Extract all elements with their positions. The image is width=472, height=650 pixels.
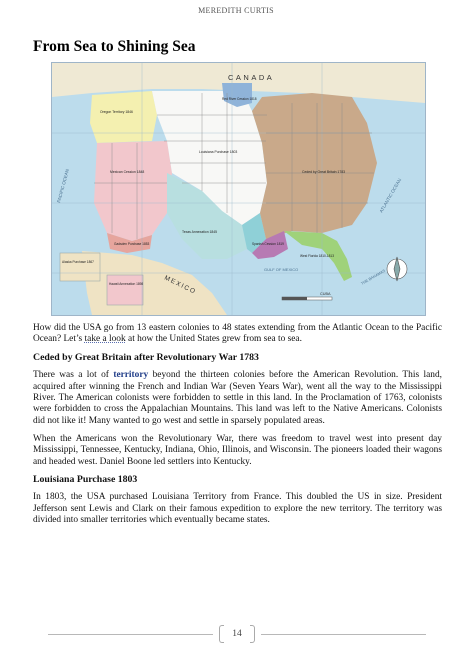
footer-rule-left bbox=[48, 634, 213, 635]
label-mexican-cession: Mexican Cession 1848 bbox=[110, 170, 145, 174]
territory-keyword: territory bbox=[113, 370, 149, 381]
footer-rule-right bbox=[261, 634, 426, 635]
label-pacific: PACIFIC OCEAN bbox=[56, 168, 70, 204]
article-body bbox=[33, 323, 442, 533]
territorial-growth-map bbox=[51, 62, 426, 316]
label-florida: West Florida 1810-1813 bbox=[300, 254, 334, 258]
right-bracket-icon bbox=[250, 625, 255, 643]
page-title: From Sea to Shining Sea bbox=[33, 38, 196, 55]
label-alaska: Alaska Purchase 1867 bbox=[62, 260, 94, 264]
label-gadsden: Gadsden Purchase 1853 bbox=[114, 242, 150, 246]
oregon-region bbox=[90, 91, 157, 143]
label-mexico: MEXICO bbox=[163, 274, 198, 296]
louisiana-paragraph: In 1803, the USA purchased Louisiana Territory from France. This doubled the US in size. President Jefferson sent Lewis and Clark on their famous expedition to explore the new territory. The territory was divided into smaller territories which eventually became states. bbox=[33, 492, 442, 526]
revolution-paragraph: When the Americans won the Revolutionary War, there was freedom to travel west into present day Mississippi, Tennessee, Kentucky, Indiana, Ohio, Illinois, and Wisconsin. The pioneers loaded their wagons and headed west. Daniel Boone led settlers into Kentucky. bbox=[33, 433, 442, 467]
label-louisiana: Louisiana Purchase 1803 bbox=[199, 150, 238, 154]
page-number: 14 bbox=[232, 629, 242, 639]
section-heading-britain: Ceded by Great Britain after Revolutionary War 1783 bbox=[33, 352, 259, 364]
label-red-river: Red River Cession 1818 bbox=[222, 97, 257, 101]
label-hawaii: Hawaii Annexation 1898 bbox=[109, 282, 144, 286]
label-texas: Texas Annexation 1845 bbox=[182, 230, 218, 234]
label-atlantic: ATLANTIC OCEAN bbox=[378, 177, 403, 214]
label-bahamas: THE BAHAMAS bbox=[360, 268, 387, 286]
label-gulf: GULF OF MEXICO bbox=[264, 267, 299, 272]
running-head: MEREDITH CURTIS bbox=[198, 6, 274, 15]
britain-paragraph: There was a lot of territory beyond the thirteen colonies before the American Revolution. This land, acquired after winning the French and Indian War (Seven Years War), went all the way to the Mississippi River. The American colonists were forbidden to settle in this land. In the Proclamation of 1763, colonists were forbidden to cross the Appalachian Mountains. This land was left to the Native Americans. Colonists did not like it! Many wanted to go west and settle in sparsely populated areas. bbox=[33, 370, 442, 426]
label-canada: CANADA bbox=[228, 73, 275, 82]
section-heading-louisiana: Louisiana Purchase 1803 bbox=[33, 474, 138, 486]
page-footer bbox=[0, 625, 472, 645]
take-a-look-link[interactable]: take a look bbox=[84, 334, 126, 345]
label-spanish: Spanish Cession 1819 bbox=[252, 242, 284, 246]
label-oregon: Oregon Territory 1846 bbox=[100, 110, 133, 114]
label-britain: Ceded by Great Britain 1783 bbox=[302, 170, 345, 174]
intro-paragraph: How did the USA go from 13 eastern colonies to 48 states extending from the Atlantic Ocean to the Pacific Ocean? Let’s take a look at how the United States grew from sea to sea. bbox=[33, 323, 442, 345]
label-cuba: CUBA bbox=[320, 292, 331, 296]
